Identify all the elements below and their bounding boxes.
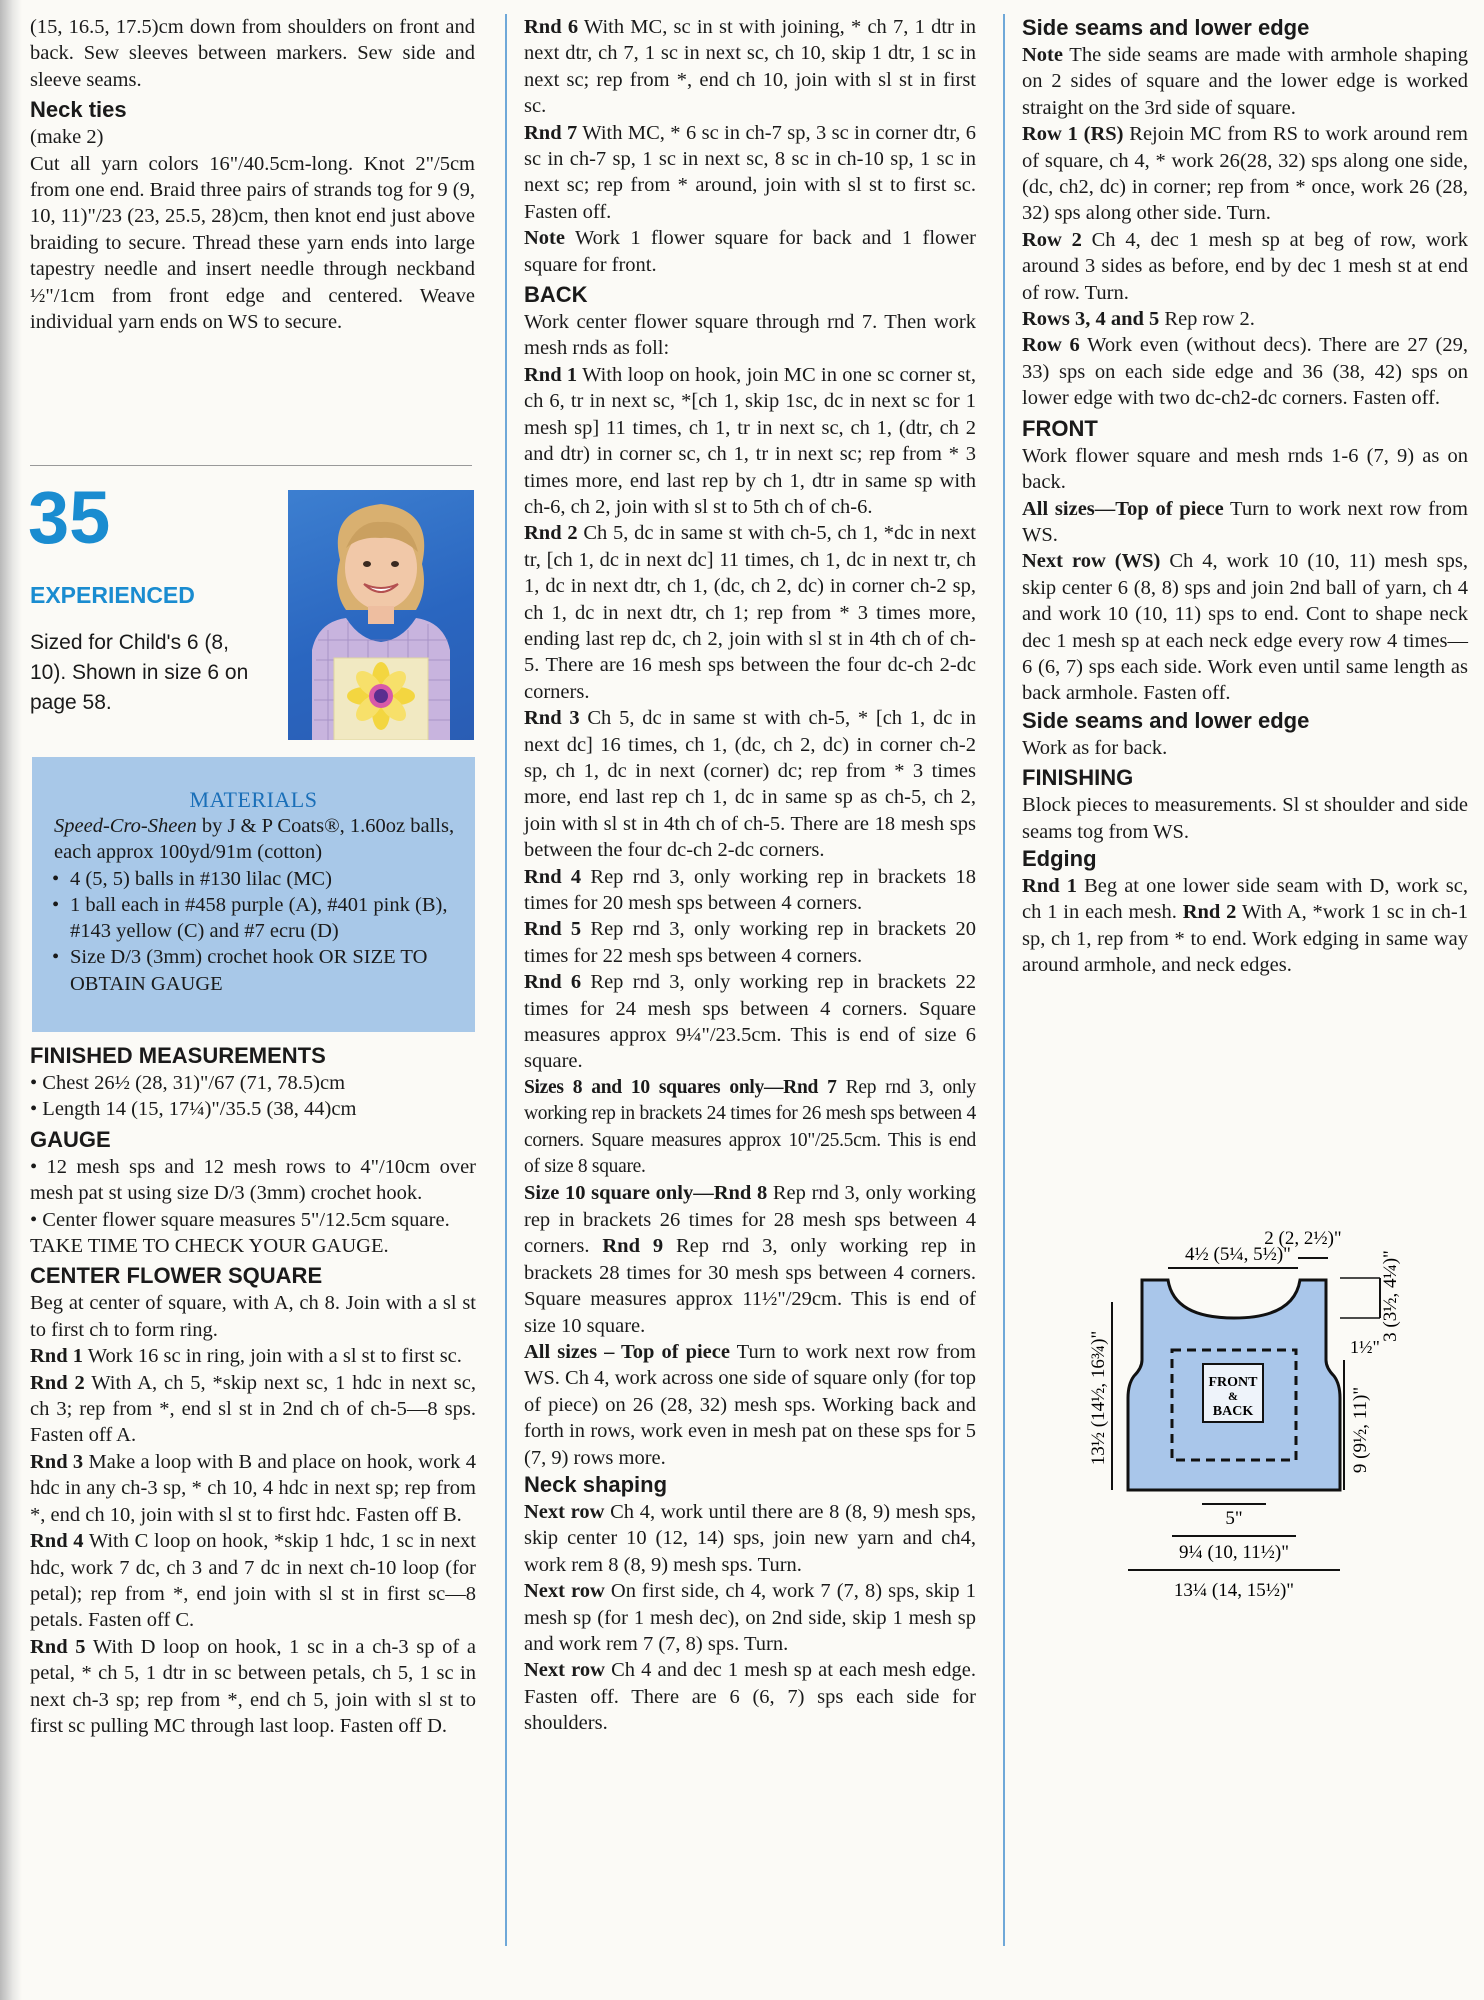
round-text: Rep rnd 3, only working rep in brackets 20 times for 22 mesh sps between 4 corners.	[524, 918, 977, 967]
round-label: Rnd 4	[30, 1530, 84, 1553]
materials-title: MATERIALS	[189, 787, 318, 812]
round-label: All sizes – Top of piece	[524, 1340, 730, 1363]
all-sizes-top	[524, 1339, 976, 1471]
flower-round-7	[524, 120, 976, 226]
center-label-1: FRONT	[1208, 1375, 1258, 1390]
materials-box	[32, 757, 475, 1032]
square-width-label: 5"	[1225, 1508, 1243, 1529]
section-rule	[30, 465, 472, 466]
row-text: Rep row 2.	[1159, 308, 1255, 331]
back-round-6	[524, 969, 976, 1075]
round-label: Rnd 6	[524, 971, 582, 994]
row-text: Ch 4, work until there are 8 (8, 9) mesh sps, skip center 10 (12, 14) sps, join new yarn and ch4, work rem 8 (8, 9) mesh sps. Turn.	[524, 1500, 976, 1576]
neck-row-1	[524, 1499, 976, 1578]
round-label: Rnd 7	[524, 121, 578, 144]
row-label: All sizes—Top of piece	[1022, 497, 1224, 520]
round-label: Rnd 6	[524, 16, 579, 38]
garment-schematic	[1090, 1218, 1450, 1618]
materials-item: • 4 (5, 5) balls in #130 lilac (MC)	[50, 866, 455, 892]
chest-measurement: • Chest 26½ (28, 31)"/67 (71, 78.5)cm	[30, 1072, 346, 1094]
neck-shaping-heading: Neck shaping	[524, 1471, 668, 1497]
round-text: Ch 5, dc in same st with ch-5, * [ch 1, dc in next dc] 16 times, ch 1, (dc, ch 2, dc) in corner ch-2 sp, ch 1, dc in next (corner) dc; rep from * 3 times more, end last rep ch 1, dc in same sp as ch-5, ch 2, join with sl st in 4th ch of ch-5. There are 18 mesh sps between the four dc-ch 2-dc corners.	[524, 707, 976, 862]
center-flower-heading: CENTER FLOWER SQUARE	[30, 1263, 323, 1289]
round-text: Rep rnd 3, only working rep in brackets 22 times for 24 mesh sps between 4 corners. Square measures approx 9¼"/23.5cm. This is end of size 6 square.	[524, 971, 977, 1073]
back-round-5	[524, 916, 976, 969]
yarn-description	[50, 813, 455, 866]
flower-round-5	[30, 1634, 476, 1740]
edging-heading: Edging	[1022, 845, 1097, 871]
row-label: Next row	[524, 1500, 605, 1523]
neck-ties-instructions: Cut all yarn colors 16"/40.5cm-long. Knot 2"/5cm from one end. Braid three pairs of strands tog for 9 (9, 10, 11)"/23 (23, 25.5, 28)cm, then knot end just above braiding to secure. Thread these yarn ends into large tapestry needle and insert needle through neckband ½"/1cm from front edge and centered. Weave individual yarn ends on WS to secure.	[30, 152, 475, 334]
round-text: Make a loop with B and place on hook, work 4 hdc in any ch-3 sp, * ch 10, 4 hdc in next sp; rep from *, end ch 10, join with sl st to first hdc. Fasten off B.	[30, 1450, 476, 1526]
materials-item: • Size D/3 (3mm) crochet hook OR SIZE TO OBTAIN GAUGE	[50, 944, 455, 997]
gauge-heading: GAUGE	[30, 1126, 111, 1152]
round-text: With A, *work 1 sc in ch-1 sp, ch 1, rep from * to end. Work edging in same way around armhole, and neck edges.	[1022, 901, 1468, 977]
row-text: Ch 4, dec 1 mesh sp at beg of row, work around 3 sides as before, end by dec 1 mesh st at end of row. Turn.	[1022, 228, 1468, 304]
round-text: Beg at one lower side seam with D, work sc, ch 1 in each mesh.	[1022, 874, 1468, 924]
round-text: Turn to work next row from WS. Ch 4, work across one side of square only (for top of piece) on 26 (28, 32) mesh sps. Working back and forth in rows, work even in mesh pat on these sps for 5 (7, 9) rows more.	[524, 1340, 977, 1469]
flower-round-4	[30, 1528, 476, 1634]
make-2-note: (make 2)	[30, 126, 104, 149]
column-1-lower	[30, 1042, 476, 1739]
sizing-note: Sized for Child's 6 (8, 10). Shown in size 6 on page 58.	[30, 631, 249, 714]
row-text: Ch 4, work 10 (10, 11) mesh sps, skip center 6 (8, 8) sps and join 2nd ball of yarn, ch 4 and work 10 (10, 11) sps to end. Cont to shape neck dec 1 mesh sp at each neck edge every row 4 times—6 (6, 7) sps each side. Work even until same length as back armhole. Fasten off.	[1022, 550, 1468, 705]
row-text: Work even (without decs). There are 27 (29, 33) sps on each side edge and 36 (38, 42) sps on lower edge with two dc-ch2-dc corners. Fasten off.	[1022, 334, 1469, 410]
finishing-text: Block pieces to measurements. Sl st shoulder and side seams tog from WS.	[1022, 794, 1468, 843]
round-label: Rnd 5	[30, 1635, 86, 1658]
round-text: With MC, * 6 sc in ch-7 sp, 3 sc in corner dtr, 6 sc in ch-7 sp, 1 sc in next sc, 8 sc in ch-10 sp, 1 sc in next sc; rep from * around, join with sl st to first sc. Fasten off.	[524, 121, 976, 223]
finishing-heading: FINISHING	[1022, 765, 1134, 791]
row-label: Row 6	[1022, 334, 1080, 357]
finished-measurements-heading: FINISHED MEASUREMENTS	[30, 1043, 326, 1068]
materials-list	[50, 866, 455, 997]
neck-ties-heading: Neck ties	[30, 97, 127, 123]
shoulder-top-label: 2 (2, 2½)"	[1264, 1228, 1342, 1249]
edging-text	[1022, 873, 1468, 979]
yarn-name: Speed-Cro-Sheen	[54, 815, 197, 837]
model-photo	[288, 490, 474, 740]
gauge-line-2: • Center flower square measures 5"/12.5cm square.	[30, 1208, 450, 1231]
round-label: Rnd 2	[30, 1371, 85, 1394]
center-label-2: &	[1228, 1389, 1238, 1403]
round-text: With D loop on hook, 1 sc in a ch-3 sp of a petal, * ch 5, 1 dtr in sc between petals, ch 5, 1 sc in next ch-3 sp; rep from *, end ch 5, join with sl st to first sc pulling MC through last loop. Fasten off D.	[30, 1635, 477, 1737]
back-heading: BACK	[524, 282, 588, 308]
row-label: Row 1 (RS)	[1022, 123, 1124, 146]
back-round-1	[524, 362, 976, 520]
flower-round-3	[30, 1449, 476, 1528]
row-label: Next row (WS)	[1022, 550, 1161, 573]
total-height-label: 13½ (14½, 16¾)"	[1090, 1330, 1109, 1466]
column-divider-1	[505, 14, 507, 1946]
bottom-full-label: 13¼ (14, 15½)"	[1173, 1580, 1295, 1601]
yarn-details: by J & P Coats®, 1.60oz balls, each approx 100yd/91m (cotton)	[54, 815, 455, 864]
row-label: Row 2	[1022, 228, 1082, 251]
row-text: Turn to work next row from WS.	[1022, 497, 1468, 546]
column-2	[524, 14, 976, 1737]
back-round-2	[524, 520, 976, 705]
length-measurement: • Length 14 (15, 17¼)"/35.5 (38, 44)cm	[30, 1098, 357, 1121]
row-label: Rows 3, 4 and 5	[1022, 308, 1160, 331]
gauge-line-1: • 12 mesh sps and 12 mesh rows to 4"/10cm over mesh pat st using size D/3 (3mm) crochet hook.	[30, 1155, 476, 1205]
note-text: The side seams are made with armhole shaping on 2 sides of square and the lower edge is worked straight on the 3rd side of square.	[1022, 44, 1468, 119]
neck-width-label: 4½ (5¼, 5½)"	[1185, 1244, 1291, 1265]
round-label: Rnd 3	[524, 707, 580, 730]
note-label: Note	[524, 227, 565, 250]
round-label: Size 10 square only—Rnd 8	[524, 1182, 768, 1205]
side-row-2	[1022, 227, 1468, 306]
back-intro: Work center flower square through rnd 7. Then work mesh rnds as foll:	[524, 311, 976, 360]
front-heading: FRONT	[1022, 415, 1098, 441]
front-intro: Work flower square and mesh rnds 1-6 (7, 9) as on back.	[1022, 444, 1468, 494]
center-label-3: BACK	[1212, 1404, 1254, 1419]
round-text: Rep rnd 3, only working rep in brackets 24 times for 26 mesh sps between 4 corners. Square measures approx 10"/25.5cm. This is end of size 8 square.	[524, 1076, 977, 1178]
side-seams-front-text: Work as for back.	[1022, 736, 1168, 759]
side-seams-note	[1022, 42, 1468, 121]
side-row-6	[1022, 332, 1468, 411]
round-label: Rnd 1	[1022, 874, 1077, 897]
note-text: Work 1 flower square for back and 1 flower square for front.	[524, 227, 976, 276]
flower-round-1	[30, 1343, 476, 1369]
round-label: Sizes 8 and 10 squares only—Rnd 7	[524, 1076, 837, 1098]
size-10-round	[524, 1180, 976, 1338]
gauge-check: TAKE TIME TO CHECK YOUR GAUGE.	[30, 1235, 389, 1258]
neck-row-2	[524, 1578, 976, 1657]
round-text: With C loop on hook, *skip 1 hdc, 1 sc in next hdc, work 7 dc, ch 3 and 7 dc in next ch-10 loop (for petal); rep from *, end join with sl st in first sc—8 petals. Fasten off C.	[30, 1530, 476, 1632]
column-3	[1022, 14, 1468, 979]
round-text: With A, ch 5, *skip next sc, 1 hdc in next sc, ch 3; rep from *, end sl st in 2nd ch of ch-5—8 sps. Fasten off A.	[30, 1371, 476, 1447]
materials-item: • 1 ball each in #458 purple (A), #401 pink (B), #143 yellow (C) and #7 ecru (D)	[50, 892, 455, 945]
round-text: With MC, sc in st with joining, * ch 7, 1 dtr in next dtr, ch 7, 1 sc in next sc, ch 10, skip 1 dtr, 1 sc in next sc; rep from *, end ch 10, join with sl st in first sc.	[524, 16, 976, 118]
round-text: Rep rnd 3, only working rep in brackets 18 times for 20 mesh sps between 4 corners.	[524, 865, 977, 914]
sizes-8-10-round	[524, 1075, 976, 1181]
shoulder-drop-label: 3 (3½, 4¼)"	[1380, 1250, 1401, 1342]
column-1-top	[30, 14, 475, 335]
round-text: Rep rnd 3, only working rep in brackets 26 times for 28 mesh sps between 4 corners.	[524, 1182, 977, 1258]
row-label: Next row	[524, 1659, 605, 1682]
round-label: Rnd 5	[524, 918, 582, 941]
schematic-drawing	[1090, 1218, 1450, 1618]
neck-row-3	[524, 1657, 976, 1736]
row-text: On first side, ch 4, work 7 (7, 8) sps, skip 1 mesh sp (for 1 mesh dec), on 2nd side, skip 1 mesh sp and work rem 7 (7, 8) sps. Turn.	[524, 1580, 976, 1655]
flower-round-6	[524, 14, 976, 120]
round-label: Rnd 9	[602, 1235, 664, 1258]
side-seams-heading-2: Side seams and lower edge	[1022, 707, 1310, 733]
sleeve-finishing-text: (15, 16.5, 17.5)cm down from shoulders on front and back. Sew sleeves between markers. Sew side and sleeve seams.	[30, 16, 475, 91]
round-label: Rnd 2	[1182, 901, 1237, 924]
back-round-4	[524, 864, 976, 917]
armhole-inset-label: 1½"	[1350, 1337, 1380, 1357]
side-row-3	[1022, 306, 1468, 332]
back-round-3	[524, 705, 976, 863]
center-flower-intro: Beg at center of square, with A, ch 8. Join with a sl st to first ch to form ring.	[30, 1292, 476, 1341]
side-row-1	[1022, 121, 1468, 227]
skill-level: EXPERIENCED	[30, 582, 195, 608]
armhole-depth-label: 9 (9½, 11)"	[1350, 1386, 1371, 1474]
front-next-row	[1022, 548, 1468, 706]
column-divider-2	[1003, 14, 1005, 1946]
pattern-number: 35	[28, 476, 111, 559]
round-text: With loop on hook, join MC in one sc corner st, ch 6, tr in next sc, *[ch 1, skip 1sc, dc in next sc for 1 mesh sp] 11 times, ch 1, tr in next sc, ch 1, (dtr, ch 2 and dtr) in corner sc, ch 1, tr in next sc; rep from * 3 times more, end last rep by ch 1, dtr in same sp with ch-6, ch 2, join with sl st to 5th ch of ch-6.	[524, 363, 976, 518]
round-text: Work 16 sc in ring, join with a sl st to first sc.	[82, 1345, 462, 1368]
front-all-sizes	[1022, 496, 1468, 549]
row-label: Next row	[524, 1580, 605, 1603]
row-text: Ch 4 and dec 1 mesh sp at each mesh edge. Fasten off. There are 6 (6, 7) sps each side for shoulders.	[524, 1659, 977, 1735]
row-text: Rejoin MC from RS to work around rem of square, ch 4, * work 26(28, 32) sps along one side, (dc, ch2, dc) in corner; rep from * once, work 26 (28, 32) sps along other side. Turn.	[1022, 123, 1468, 225]
flower-round-2	[30, 1370, 476, 1449]
round-label: Rnd 4	[524, 865, 582, 888]
round-text: Ch 5, dc in same st with ch-5, ch 1, *dc in next tr, [ch 1, dc in next dc] 11 times, ch 1, dc in next tr, ch 1, dc in next dtr, ch 1, (dc, ch 2, dc) in corner ch-2 sp, ch 1, dc in next dtr, ch 1; rep from * 3 times more, ending last rep dc, ch 2, join with sl st in 4th ch of ch-5. There are 16 mesh sps between the four dc-ch 2-dc corners.	[524, 522, 976, 703]
side-seams-heading: Side seams and lower edge	[1022, 15, 1310, 40]
flower-note	[524, 225, 976, 278]
note-label: Note	[1022, 44, 1063, 66]
bottom-mid-label: 9¼ (10, 11½)"	[1179, 1542, 1289, 1563]
page-binding-shadow	[0, 0, 22, 2000]
round-label: Rnd 1	[524, 363, 578, 386]
round-label: Rnd 2	[524, 522, 578, 545]
round-label: Rnd 1	[30, 1345, 83, 1368]
child-portrait-illustration	[288, 490, 474, 740]
round-label: Rnd 3	[30, 1450, 84, 1473]
round-text: Rep rnd 3, only working rep in brackets 28 times for 30 mesh sps between 4 corners. Square measures approx 11½"/29cm. This is end of size 10 square.	[524, 1235, 977, 1337]
